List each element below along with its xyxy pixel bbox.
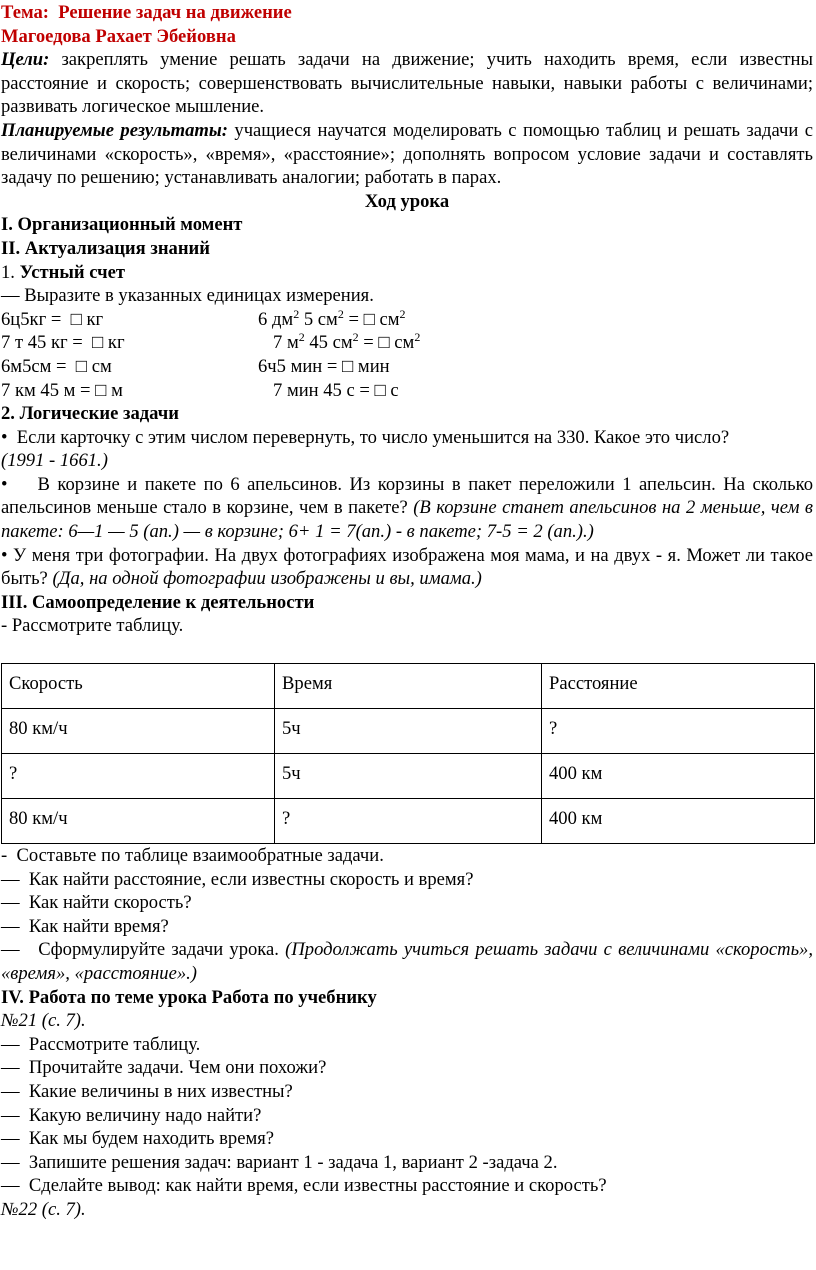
unit-right-1 xyxy=(258,308,813,332)
ex21-item: — Какие величины в них известны? xyxy=(1,1080,293,1102)
sup-4: 2 xyxy=(298,330,305,345)
table-cell: 80 км/ч xyxy=(2,709,275,754)
logic-q1 xyxy=(1,426,813,473)
unit-left-1: 6ц5кг = □ кг xyxy=(1,308,104,330)
topic-line xyxy=(1,1,813,25)
results-paragraph xyxy=(1,119,813,190)
table-header-time: Время xyxy=(275,664,542,709)
unit-right-4: 7 мин 45 с = □ с xyxy=(273,379,399,401)
table-row xyxy=(2,709,815,754)
sup-1: 2 xyxy=(293,306,300,321)
logic-title: 2. Логические задачи xyxy=(1,403,179,425)
exercise-21-text: №21 (с. 7). xyxy=(1,1010,86,1032)
logic-q2-text: • В корзине и пакете по 6 апельсинов. Из корзины в пакет переложили 1 апельсин. На сколько апельсинов меньше стало в корзине, чем в пакете? xyxy=(1,473,813,519)
unit-left-4: 7 км 45 м = □ м xyxy=(1,379,123,401)
logic-heading xyxy=(1,402,813,426)
logic-a3: (Да, на одной фотографии изображены и вы, имама.) xyxy=(47,568,482,590)
unit-right-1b: 5 см xyxy=(299,308,338,330)
table-cell: 400 км xyxy=(542,799,815,844)
unit-right-1a: 6 дм xyxy=(258,308,294,330)
unit-row-1 xyxy=(1,308,813,332)
table-cell: ? xyxy=(542,709,815,754)
table-cell: 5ч xyxy=(275,754,542,799)
author-name: Магоедова Рахает Эбейовна xyxy=(1,25,236,47)
logic-q3 xyxy=(1,544,813,591)
unit-row-3 xyxy=(1,355,813,379)
formulate-paragraph xyxy=(1,938,813,985)
unit-left-2: 7 т 45 кг = □ кг xyxy=(1,332,125,354)
unit-right-2c: = □ см xyxy=(358,332,415,354)
ex21-item: — Сделайте вывод: как найти время, если известны расстояние и скорость? xyxy=(1,1175,607,1197)
oral-num: 1. xyxy=(1,261,20,283)
results-label: Планируемые результаты: xyxy=(1,119,228,141)
ex21-item: — Какую величину надо найти? xyxy=(1,1104,262,1126)
goals-text: закреплять умение решать задачи на движение; учить находить время, если известны расстояние и скорость; совершенствовать вычислительные навыки, навыки работы с величинами; развивать логическое мышление. xyxy=(1,49,813,118)
motion-table xyxy=(1,663,815,844)
after-table-3: — Как найти скорость? xyxy=(1,892,192,914)
section-heading-3 xyxy=(1,591,813,615)
table-header-distance: Расстояние xyxy=(542,664,815,709)
logic-a2: (В корзине станет апельсинов на 2 меньше, чем в пакете: 6—1 — 5 (ап.) — в корзине; 6+ 1 = 7(ап.) - в пакете; 7-5 = 2 (ап.).) xyxy=(1,497,813,543)
section-heading-2 xyxy=(1,237,813,261)
sup-5: 2 xyxy=(352,330,359,345)
results-text: учащиеся научатся моделировать с помощью таблиц и решать задачи с величинами «скорость», «время», «расстояние»; дополнять вопросом условие задачи и составлять задачу по решению; устанавливать аналогии; работать в парах. xyxy=(1,119,814,189)
after-table-1: - Составьте по таблице взаимообратные задачи. xyxy=(1,845,384,867)
goals-paragraph xyxy=(1,48,813,119)
logic-q1-text: • Если карточку с этим числом перевернуть, то число уменьшится на 330. Какое это число? xyxy=(1,426,730,448)
section-4-text: IV. Работа по теме урока Работа по учебнику xyxy=(1,986,377,1008)
topic-label: Тема: xyxy=(1,2,49,23)
table-cell: 5ч xyxy=(275,709,542,754)
ex21-item: — Запишите решения задач: вариант 1 - задача 1, вариант 2 -задача 2. xyxy=(1,1151,558,1173)
logic-q2 xyxy=(1,473,813,544)
ex21-item: — Рассмотрите таблицу. xyxy=(1,1033,201,1055)
unit-row-2 xyxy=(1,331,813,355)
section-3-text: III. Самоопределение к деятельности xyxy=(1,591,315,613)
table-row xyxy=(2,799,815,844)
table-header-row xyxy=(2,664,815,709)
unit-right-1c: = □ см xyxy=(343,308,400,330)
goals-label: Цели: xyxy=(1,49,50,71)
section-heading-1 xyxy=(1,213,813,237)
exercise-21 xyxy=(1,1009,813,1033)
sup-3: 2 xyxy=(399,306,406,321)
unit-right-3: 6ч5 мин = □ мин xyxy=(258,355,390,377)
oral-task: — Выразите в указанных единицах измерения. xyxy=(1,285,374,307)
ex21-item: — Как мы будем находить время? xyxy=(1,1128,275,1150)
formulate-text: — Сформулируйте задачи урока. xyxy=(1,939,279,961)
unit-right-2b: 45 см xyxy=(304,332,353,354)
ex21-item: — Прочитайте задачи. Чем они похожи? xyxy=(1,1057,327,1079)
table-header-speed: Скорость xyxy=(2,664,275,709)
oral-heading xyxy=(1,261,813,285)
formulate-italic: (Продолжать учиться решать задачи с величинами «скорость», «время», «расстояние».) xyxy=(1,939,813,984)
lesson-title xyxy=(1,190,813,214)
unit-right-2a: 7 м xyxy=(273,332,299,354)
sup-2: 2 xyxy=(337,306,344,321)
table-cell: ? xyxy=(275,799,542,844)
sup-6: 2 xyxy=(414,330,421,345)
table-row xyxy=(2,754,815,799)
logic-a1: (1991 - 1661.) xyxy=(1,450,108,472)
section-heading-4 xyxy=(1,986,813,1010)
exercise-22 xyxy=(1,1198,813,1222)
after-table-4: — Как найти время? xyxy=(1,915,169,937)
unit-right-2 xyxy=(258,331,813,355)
exercise-22-text: №22 (с. 7). xyxy=(1,1198,86,1220)
lesson-title-text: Ход урока xyxy=(364,190,450,212)
table-cell: ? xyxy=(2,754,275,799)
topic-title: Решение задач на движение xyxy=(58,2,292,23)
spacer xyxy=(1,638,813,661)
section-1-text: I. Организационный момент xyxy=(1,214,243,236)
table-intro: - Рассмотрите таблицу. xyxy=(1,615,184,637)
unit-row-4 xyxy=(1,379,813,403)
logic-q3-text: • У меня три фотографии. На двух фотографиях изображена моя мама, и на двух - я. Может ли такое быть? xyxy=(1,544,813,590)
table-cell: 400 км xyxy=(542,754,815,799)
unit-left-3: 6м5см = □ см xyxy=(1,355,112,377)
oral-label: Устный счет xyxy=(19,261,125,283)
section-2-text: II. Актуализация знаний xyxy=(1,237,210,259)
table-cell: 80 км/ч xyxy=(2,799,275,844)
after-table-2: — Как найти расстояние, если известны скорость и время? xyxy=(1,868,474,890)
